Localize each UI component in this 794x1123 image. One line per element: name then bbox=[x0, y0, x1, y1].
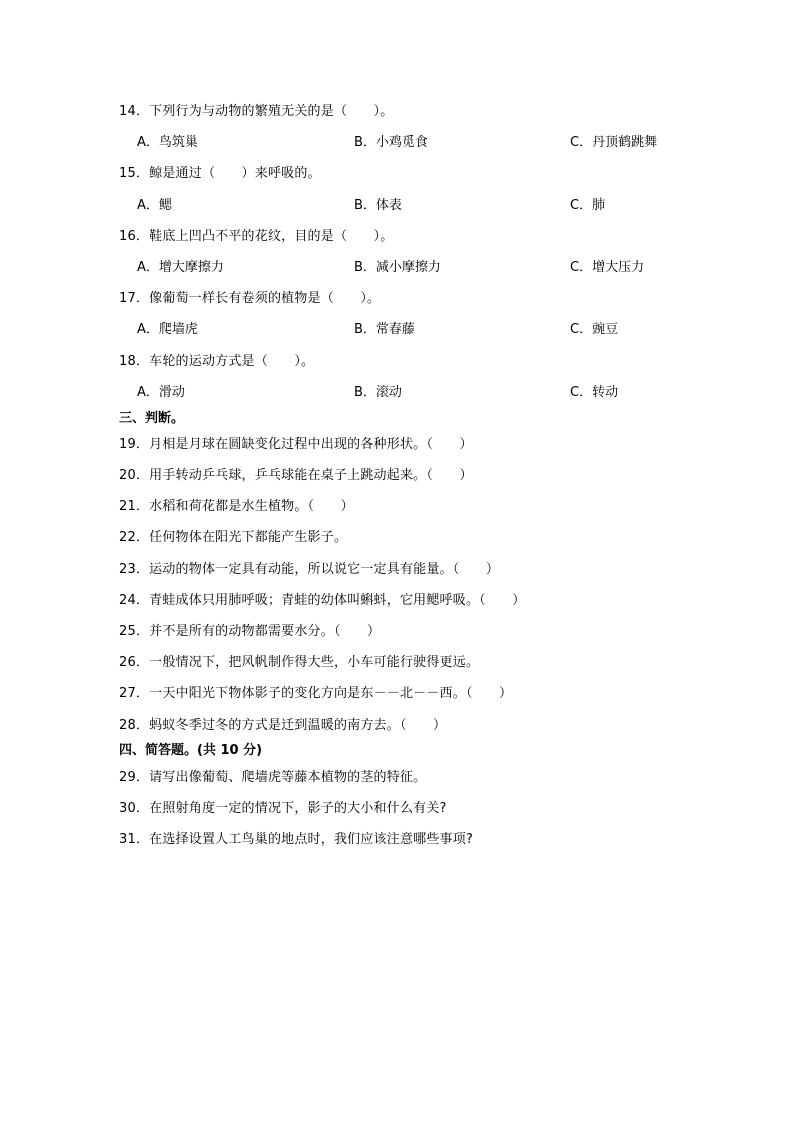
question-stem: 15．鲸是通过（ ）来呼吸的。 bbox=[119, 166, 321, 181]
judge-item-20: 20．用手转动乒乓球，乒乓球能在桌子上跳动起来。（ ） bbox=[119, 468, 473, 483]
judge-item-24: 24．青蛙成体只用肺呼吸；青蛙的幼体叫蝌蚪，它用鳃呼吸。（ ） bbox=[119, 593, 526, 608]
option-b: B．减小摩擦力 bbox=[354, 260, 441, 275]
section-title: 三、判断。 bbox=[119, 411, 185, 426]
option-a: A．爬墙虎 bbox=[137, 322, 198, 337]
judge-item-26: 26．一般情况下，把风帆制作得大些，小车可能行驶得更远。 bbox=[119, 655, 480, 670]
judge-item-28: 28．蚂蚁冬季过冬的方式是迁到温暖的南方去。（ ） bbox=[119, 718, 447, 733]
option-a: A．鸟筑巢 bbox=[137, 135, 198, 150]
option-b: B．体表 bbox=[354, 198, 402, 213]
option-b: B．小鸡觅食 bbox=[354, 135, 428, 150]
option-b: B．常春藤 bbox=[354, 322, 415, 337]
option-c: C．豌豆 bbox=[570, 322, 619, 337]
option-b: B．滚动 bbox=[354, 385, 402, 400]
question-stem: 14．下列行为与动物的繁殖无关的是（ ）。 bbox=[119, 104, 394, 119]
option-a: A．滑动 bbox=[137, 385, 185, 400]
judge-item-27: 27．一天中阳光下物体影子的变化方向是东－－北－－西。（ ） bbox=[119, 686, 513, 701]
judge-item-19: 19．月相是月球在圆缺变化过程中出现的各种形状。（ ） bbox=[119, 437, 473, 452]
option-a: A．增大摩擦力 bbox=[137, 260, 224, 275]
question-stem: 17．像葡萄一样长有卷须的植物是（ ）。 bbox=[119, 291, 381, 306]
option-c: C．肺 bbox=[570, 198, 606, 213]
option-a: A．鳃 bbox=[137, 198, 172, 213]
question-stem: 18．车轮的运动方式是（ ）。 bbox=[119, 354, 315, 369]
section-title: 四、简答题。(共 10 分) bbox=[119, 743, 263, 758]
judge-item-21: 21．水稻和荷花都是水生植物。（ ） bbox=[119, 499, 354, 514]
option-c: C．转动 bbox=[570, 385, 619, 400]
option-c: C．丹顶鹤跳舞 bbox=[570, 135, 658, 150]
judge-item-25: 25．并不是所有的动物都需要水分。（ ） bbox=[119, 624, 381, 639]
short-answer-item-30: 30．在照射角度一定的情况下，影子的大小和什么有关? bbox=[119, 801, 447, 816]
judge-item-23: 23．运动的物体一定具有动能，所以说它一定具有能量。（ ） bbox=[119, 562, 500, 577]
question-stem: 16．鞋底上凹凸不平的花纹，目的是（ ）。 bbox=[119, 229, 394, 244]
short-answer-item-31: 31．在选择设置人工鸟巢的地点时，我们应该注意哪些事项? bbox=[119, 832, 474, 847]
option-c: C．增大压力 bbox=[570, 260, 645, 275]
short-answer-item-29: 29．请写出像葡萄、爬墙虎等藤本植物的茎的特征。 bbox=[119, 770, 427, 785]
judge-item-22: 22．任何物体在阳光下都能产生影子。 bbox=[119, 530, 348, 545]
